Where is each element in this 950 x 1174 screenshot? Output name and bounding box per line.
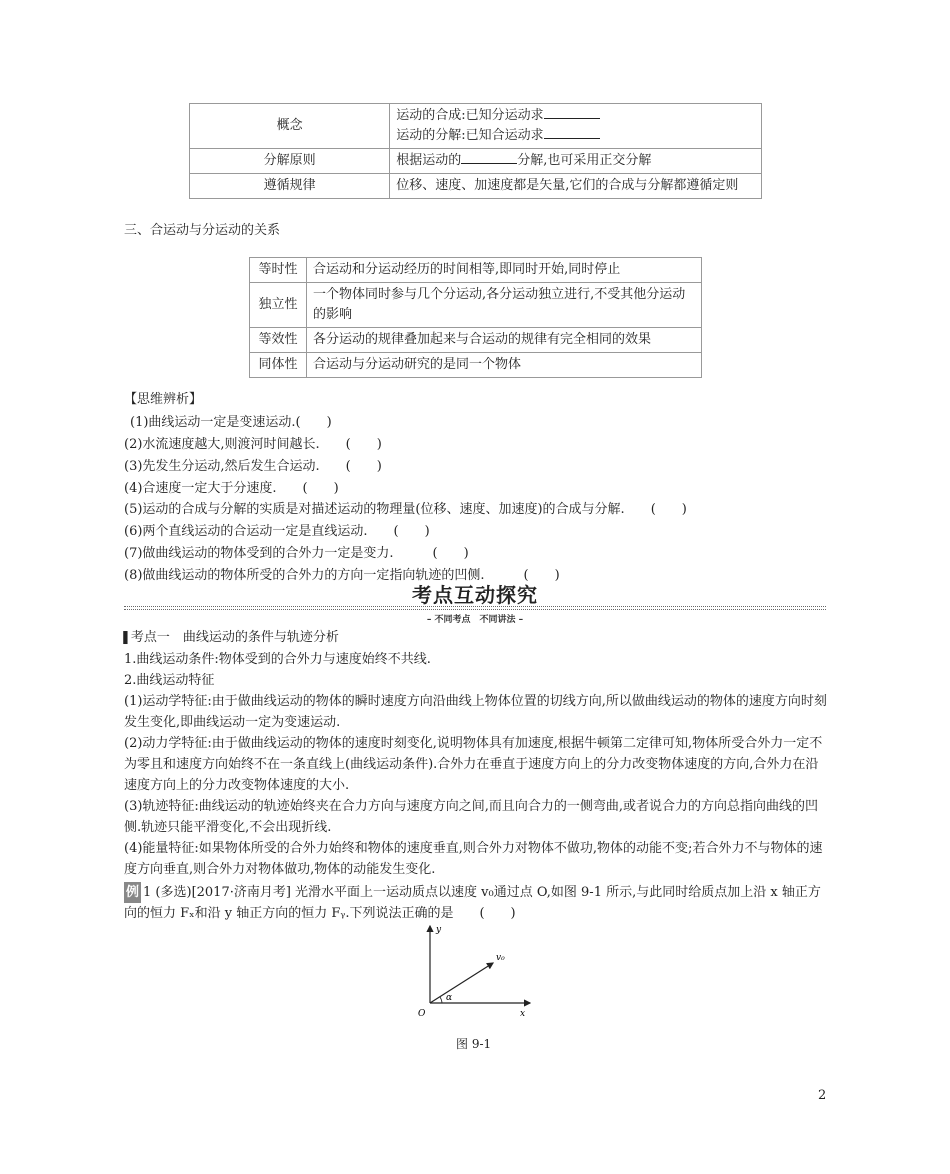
list-item: (2)水流速度越大,则渡河时间越长. ( ) (124, 437, 382, 452)
angle-label: α (446, 993, 453, 1003)
paragraph: (1)运动学特征:由于做曲线运动的物体的瞬时速度方向沿曲线上物体位置的切线方向,所以做曲线运动的物体的速度方向时刻发生变化,即曲线运动一定为变速运动. (124, 694, 827, 730)
bullet-icon: ❚ (120, 630, 131, 645)
table-row (190, 174, 762, 199)
y-axis-label: y (436, 925, 442, 935)
divider (124, 606, 826, 607)
thinking-title: 【思维辨析】 (124, 392, 203, 407)
velocity-vector (430, 963, 493, 1003)
decomposition-text: 运动的分解:已知合运动求 (396, 128, 544, 143)
example-badge: 例 (124, 882, 141, 903)
paragraph: 1.曲线运动条件:物体受到的合外力与速度始终不共线. (124, 652, 431, 667)
table-row (250, 258, 702, 283)
origin-label: O (418, 1009, 426, 1019)
kaodian-title: 考点一 曲线运动的条件与轨迹分析 (130, 630, 339, 645)
paragraph: (4)能量特征:如果物体所受的合外力始终和物体的速度垂直,则合外力对物体不做功,物体的动能不变;若合外力不与物体的速度方向垂直,则合外力对物体做功,物体的动能发生变化. (124, 841, 823, 877)
row-content: 位移、速度、加速度都是矢量,它们的合成与分解都遵循定则 (390, 174, 762, 199)
section-title: 三、合运动与分运动的关系 (124, 223, 281, 238)
list-item: (6)两个直线运动的合运动一定是直线运动. ( ) (124, 524, 430, 539)
row-content (390, 104, 762, 149)
row-label: 同体性 (250, 353, 307, 378)
list-item: (4)合速度一定大于分速度. ( ) (124, 481, 339, 496)
x-axis-label: x (520, 1009, 526, 1019)
row-label: 概念 (190, 104, 390, 149)
list-item: (5)运动的合成与分解的实质是对描述运动的物理量(位移、速度、加速度)的合成与分解. ( ) (124, 502, 687, 517)
row-content: 各分运动的规律叠加起来与合运动的规律有完全相同的效果 (307, 328, 702, 353)
section-banner-title: 考点互动探究 (412, 583, 538, 607)
example-question (124, 882, 830, 924)
paragraph: 2.曲线运动特征 (124, 673, 215, 688)
fill-blank (544, 126, 600, 139)
relation-table (249, 257, 702, 378)
row-label: 分解原则 (190, 149, 390, 174)
divider (124, 609, 826, 610)
velocity-label: v₀ (496, 953, 505, 963)
row-label: 等效性 (250, 328, 307, 353)
table-row (190, 149, 762, 174)
principle-pre: 根据运动的 (396, 153, 462, 168)
velocity-diagram (410, 920, 540, 1020)
row-label: 独立性 (250, 283, 307, 328)
paragraph: (3)轨迹特征:曲线运动的轨迹始终夹在合力方向与速度方向之间,而且向合力的一侧弯曲,或者说合力的方向总指向曲线的凹侧.轨迹只能平滑变化,不会出现折线. (124, 799, 819, 835)
kaodian-heading (120, 626, 339, 645)
row-content (390, 149, 762, 174)
table-row (250, 328, 702, 353)
figure-caption: 图 9-1 (456, 1037, 492, 1051)
principle-post: 分解,也可采用正交分解 (517, 153, 652, 168)
list-item: (3)先发生分运动,然后发生合运动. ( ) (124, 459, 382, 474)
angle-arc (440, 997, 442, 1003)
table-row (190, 104, 762, 149)
table-row (250, 283, 702, 328)
row-content: 一个物体同时参与几个分运动,各分运动独立进行,不受其他分运动的影响 (307, 283, 702, 328)
row-label: 遵循规律 (190, 174, 390, 199)
list-item: (7)做曲线运动的物体受到的合外力一定是变力. ( ) (124, 546, 469, 561)
list-item: (8)做曲线运动的物体所受的合外力的方向一定指向轨迹的凹侧. ( ) (124, 568, 560, 583)
row-content: 合运动和分运动经历的时间相等,即同时开始,同时停止 (307, 258, 702, 283)
fill-blank (461, 151, 517, 164)
row-label: 等时性 (250, 258, 307, 283)
fill-blank (544, 106, 600, 119)
page-number: 2 (818, 1088, 827, 1103)
list-item: (1)曲线运动一定是变速运动.( ) (130, 415, 332, 430)
table-row (250, 353, 702, 378)
section-banner-subtitle: – 不同考点 不同讲法 – (426, 615, 524, 625)
paragraph: (2)动力学特征:由于做曲线运动的物体的速度时刻变化,说明物体具有加速度,根据牛顿第二定律可知,物体所受合外力一定不为零且和速度方向始终不在一条直线上(曲线运动条件).合外力在垂直于速度方向上的分力改变物体速度的方向,合外力在沿速度方向上的分力改变物体速度的大小. (124, 736, 823, 793)
concept-table (189, 103, 762, 199)
synthesis-text: 运动的合成:已知分运动求 (396, 108, 544, 123)
row-content: 合运动与分运动研究的是同一个物体 (307, 353, 702, 378)
example-text: 1 (多选)[2017·济南月考] 光滑水平面上一运动质点以速度 v₀通过点 O,如图 9-1 所示,与此同时给质点加上沿 x 轴正方向的恒力 Fₓ和沿 y 轴正方向的恒力 Fᵧ.下列说法正确的是 ( ) (124, 885, 821, 921)
